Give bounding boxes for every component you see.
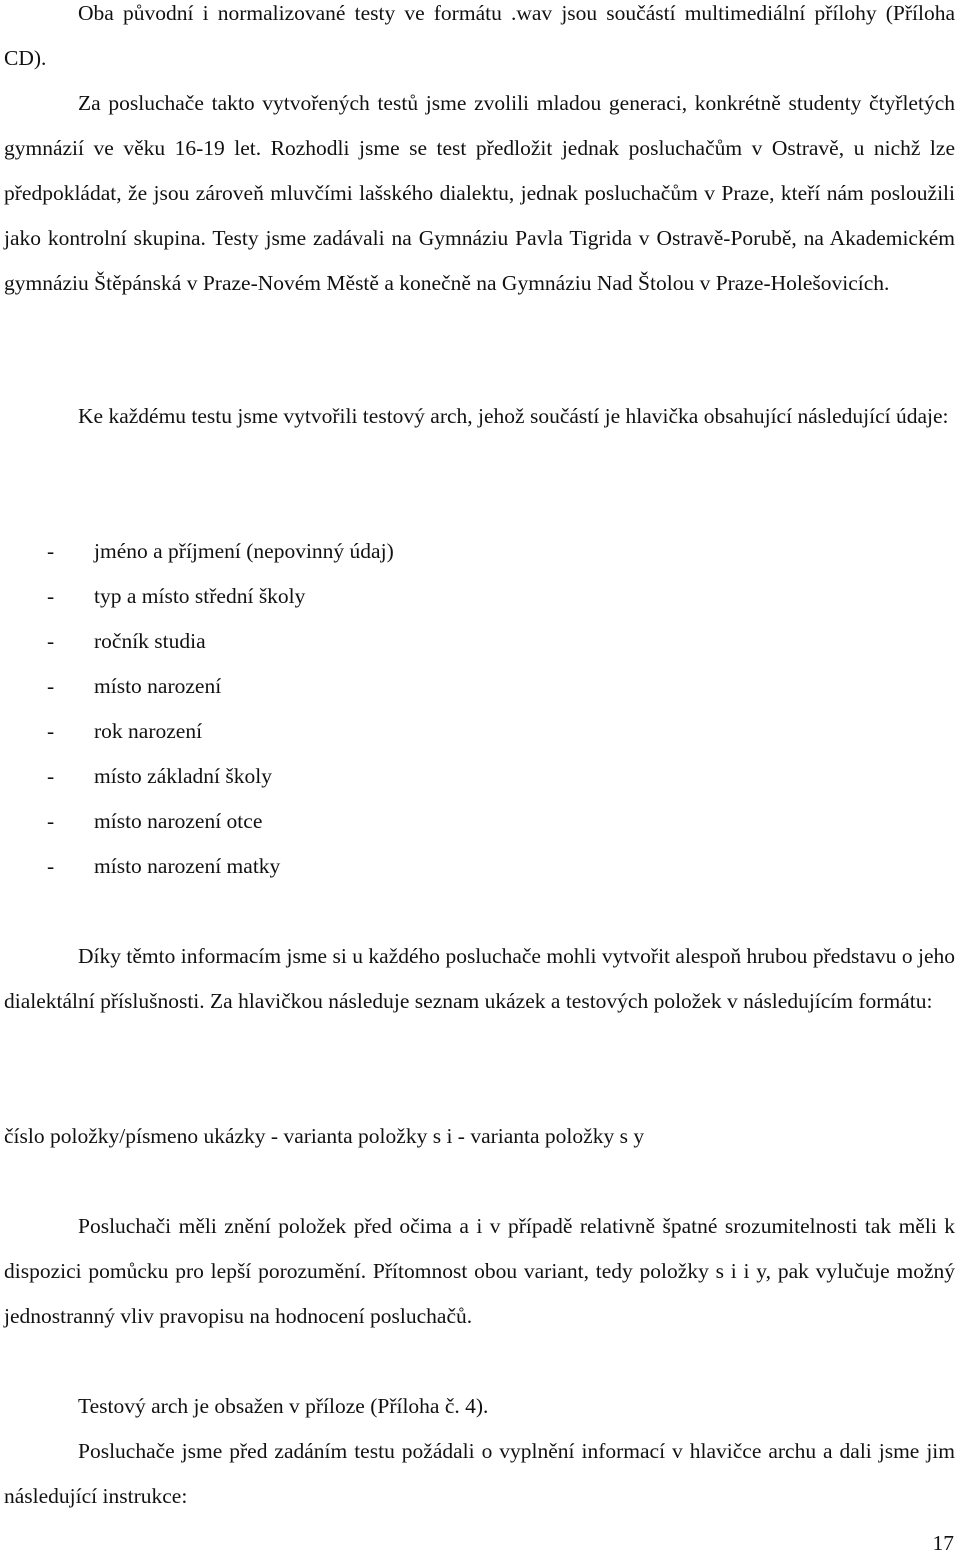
list-dash: -: [47, 854, 55, 878]
list-dash: -: [47, 539, 55, 563]
list-item-text: rok narození: [94, 719, 203, 743]
list-item-text: místo základní školy: [94, 764, 272, 788]
list-dash: -: [47, 719, 55, 743]
list-item: [47, 664, 394, 709]
list-item: [47, 709, 394, 754]
list-item-text: místo narození: [94, 674, 222, 698]
list-dash: -: [47, 674, 55, 698]
list-item-text: ročník studia: [94, 629, 206, 653]
list-item-text: místo narození otce: [94, 809, 263, 833]
paragraph-test-sheet-header: Ke každému testu jsme vytvořili testový arch, jehož součástí je hlavička obsahující následující údaje:: [78, 404, 949, 428]
list-item: [47, 844, 394, 889]
list-dash: -: [47, 764, 55, 788]
paragraph-appendix-reference: Testový arch je obsažen v příloze (Příloha č. 4).: [78, 1394, 489, 1418]
list-item: [47, 754, 394, 799]
list-dash: -: [47, 584, 55, 608]
paragraph-comprehensibility: Posluchači měli znění položek před očima a i v případě relativně špatné srozumitelnosti tak měli k dispozici pomůcku pro lepší porozumění. Přítomnost obou variant, tedy položky s i i y, pak vylučuje možný jednostranný vliv pravopisu na hodnocení posluchačů.: [4, 1214, 955, 1328]
list-dash: -: [47, 809, 55, 833]
header-fields-list: [47, 529, 394, 889]
list-item-text: typ a místo střední školy: [94, 584, 306, 608]
paragraph-attachments: Oba původní i normalizované testy ve formátu .wav jsou součástí multimediální přílohy (Příloha CD).: [4, 1, 955, 70]
item-format-line: číslo položky/písmeno ukázky - varianta položky s i - varianta položky s y: [4, 1124, 645, 1148]
list-item-text: místo narození matky: [94, 854, 281, 878]
list-item: [47, 619, 394, 664]
page-number: 17: [932, 1531, 954, 1555]
list-item: [47, 529, 394, 574]
list-item-text: jméno a příjmení (nepovinný údaj): [94, 539, 394, 563]
list-item: [47, 799, 394, 844]
list-item: [47, 574, 394, 619]
paragraph-instructions: Posluchače jsme před zadáním testu požádali o vyplnění informací v hlavičce archu a dali jsme jim následující instrukce:: [4, 1439, 955, 1508]
paragraph-dialect-info: Díky těmto informacím jsme si u každého posluchače mohli vytvořit alespoň hrubou představu o jeho dialektální příslušnosti. Za hlavičkou následuje seznam ukázek a testových položek v následujícím formátu:: [4, 944, 955, 1013]
list-dash: -: [47, 629, 55, 653]
paragraph-listeners: Za posluchače takto vytvořených testů jsme zvolili mladou generaci, konkrétně studenty čtyřletých gymnázií ve věku 16-19 let. Rozhodli jsme se test předložit jednak posluchačům v Ostravě, u nichž lze předpokládat, že jsou zároveň mluvčími lašského dialektu, jednak posluchačům v Praze, kteří nám posloužili jako kontrolní skupina. Testy jsme zadávali na Gymnáziu Pavla Tigrida v Ostravě-Porubě, na Akademickém gymnáziu Štěpánská v Praze-Novém Městě a konečně na Gymnáziu Nad Štolou v Praze-Holešovicích.: [4, 91, 955, 295]
